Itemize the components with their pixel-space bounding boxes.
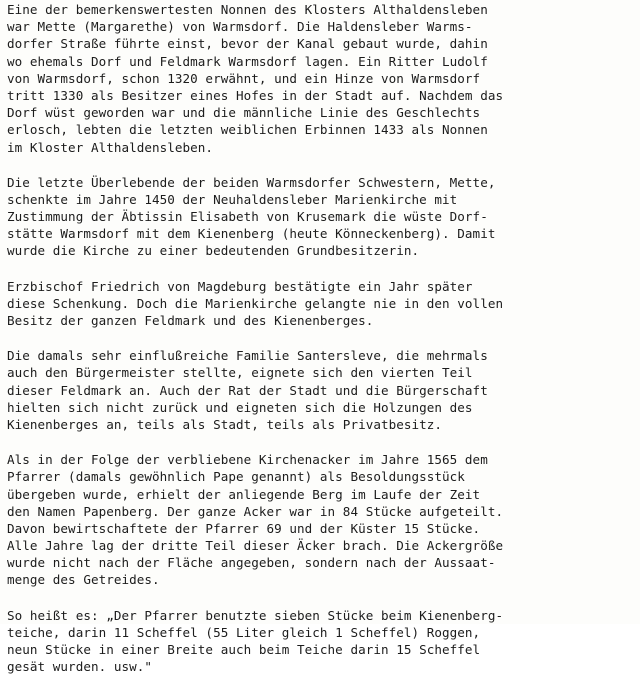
text-line: wurde nicht nach der Fläche angegeben, sondern nach der Aussaat- xyxy=(7,555,496,571)
text-line: dorfer Straße führte einst, bevor der Kanal gebaut wurde, dahin xyxy=(7,36,488,52)
text-line: Kienenberges an, teils als Stadt, teils als Privatbesitz. xyxy=(7,416,443,432)
text-line: den Namen Papenberg. Der ganze Acker war in 84 Stücke aufgeteilt. xyxy=(7,503,504,519)
paragraph-3 xyxy=(7,278,639,330)
text-line: diese Schenkung. Doch die Marienkirche gelangte nie in den vollen xyxy=(7,295,504,311)
text-line: übergeben wurde, erhielt der anliegende Berg im Laufe der Zeit xyxy=(7,486,481,502)
paragraph-1 xyxy=(7,1,639,156)
document-body xyxy=(7,1,639,693)
text-line: von Warmsdorf, schon 1320 erwähnt, und ein Hinze von Warmsdorf xyxy=(7,70,481,86)
paragraph-4 xyxy=(7,347,639,433)
text-line: Alle Jahre lag der dritte Teil dieser Äcker brach. Die Ackergröße xyxy=(7,538,504,554)
text-line: So heißt es: „Der Pfarrer benutzte sieben Stücke beim Kienenberg- xyxy=(7,607,504,623)
text-line: teiche, darin 11 Scheffel (55 Liter gleich 1 Scheffel) Roggen, xyxy=(7,624,481,640)
text-line: Davon bewirtschaftete der Pfarrer 69 und der Küster 15 Stücke. xyxy=(7,520,481,536)
text-line: Besitz der ganzen Feldmark und des Kienenberges. xyxy=(7,313,374,328)
text-line: erlosch, lebten die letzten weiblichen Erbinnen 1433 als Nonnen xyxy=(7,122,488,138)
text-line: Als in der Folge der verbliebene Kirchenacker im Jahre 1565 dem xyxy=(7,452,488,468)
text-line: Pfarrer (damals gewöhnlich Pape genannt) als Besoldungsstück xyxy=(7,469,465,485)
text-line: tritt 1330 als Besitzer eines Hofes in der Stadt auf. Nachdem das xyxy=(7,87,504,103)
text-line: menge des Getreides. xyxy=(7,572,160,588)
text-line: wo ehemals Dorf und Feldmark Warmsdorf lagen. Ein Ritter Ludolf xyxy=(7,53,488,69)
text-line: schenkte im Jahre 1450 der Neuhaldensleber Marienkirche mit xyxy=(7,191,458,207)
text-line: Die letzte Überlebende der beiden Warmsdorfer Schwestern, Mette, xyxy=(7,174,496,190)
text-line: im Kloster Althaldensleben. xyxy=(7,139,214,155)
text-line: Die damals sehr einflußreiche Familie Santersleve, die mehrmals xyxy=(7,348,488,364)
text-line: hielten sich nicht zurück und eigneten sich die Holzungen des xyxy=(7,399,473,415)
text-line: Zustimmung der Äbtissin Elisabeth von Krusemark die wüste Dorf- xyxy=(7,209,488,225)
text-line: wurde die Kirche zu einer bedeutenden Grundbesitzerin. xyxy=(7,243,420,259)
paragraph-6 xyxy=(7,607,639,676)
text-line: Erzbischof Friedrich von Magdeburg bestätigte ein Jahr später xyxy=(7,278,473,294)
text-line: stätte Warmsdorf mit dem Kienenberg (heute Könneckenberg). Damit xyxy=(7,226,496,242)
text-line: Eine der bemerkenswertesten Nonnen des Klosters Althaldensleben xyxy=(7,2,488,17)
text-line: gesät wurden. usw." xyxy=(7,659,153,675)
paragraph-2 xyxy=(7,174,639,260)
text-line: auch den Bürgermeister stellte, eignete sich den vierten Teil xyxy=(7,365,473,381)
text-line: neun Stücke in einer Breite auch beim Teiche darin 15 Scheffel xyxy=(7,642,481,657)
text-line: war Mette (Margarethe) von Warmsdorf. Die Haldensleber Warms- xyxy=(7,19,473,35)
text-line: dieser Feldmark an. Auch der Rat der Stadt und die Bürgerschaft xyxy=(7,382,488,398)
paragraph-5 xyxy=(7,451,639,589)
text-line: Dorf wüst geworden war und die männliche Linie des Geschlechts xyxy=(7,105,481,121)
